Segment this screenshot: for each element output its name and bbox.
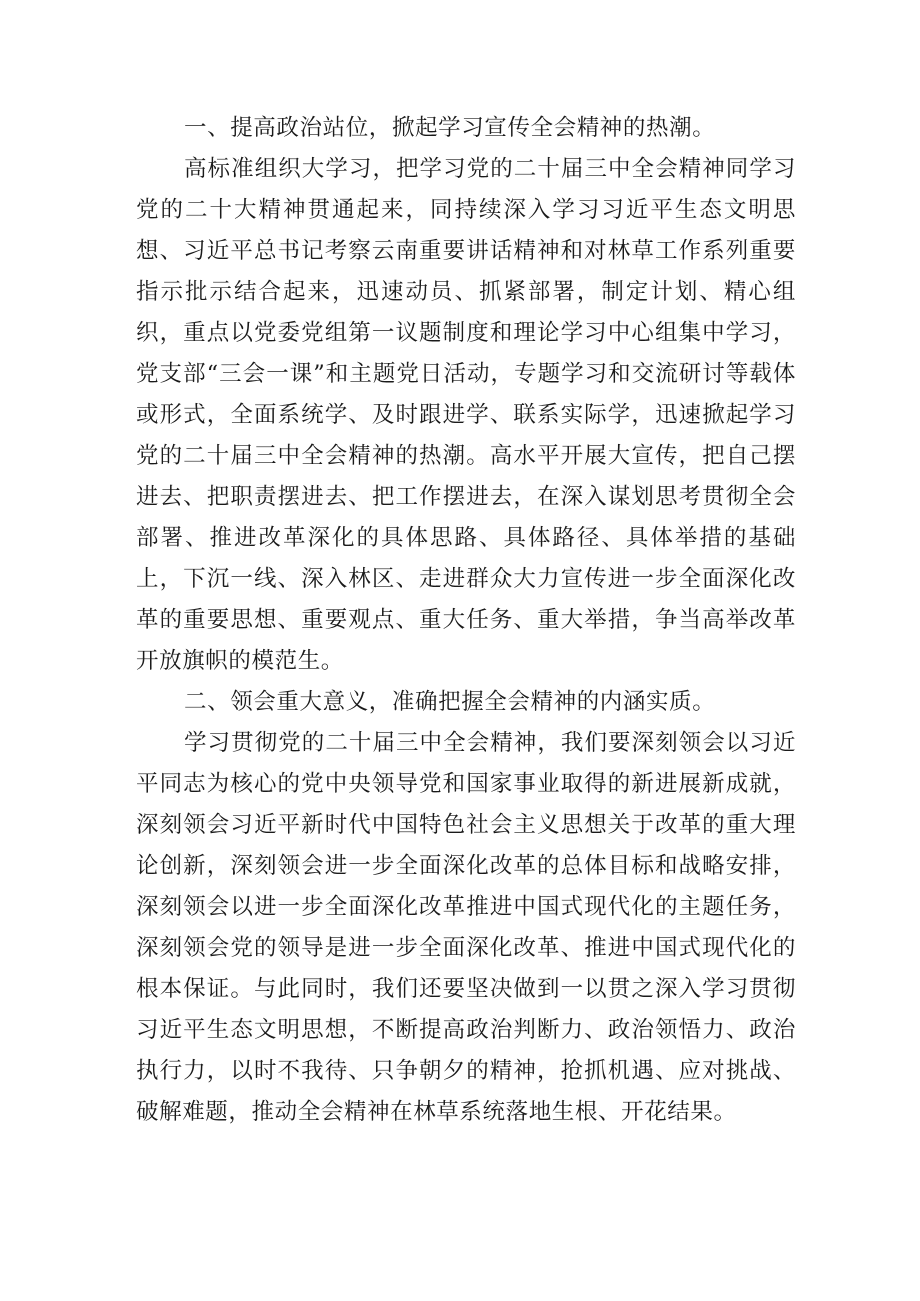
section-heading-2: 二、领会重大意义，准确把握全会精神的内涵实质。 [184, 689, 716, 715]
document-body [136, 108, 796, 1133]
body-paragraph-2: 学习贯彻党的二十届三中全会精神，我们要深刻领会以习近平同志为核心的党中央领导党和国家事业取得的新进展新成就，深刻领会习近平新时代中国特色社会主义思想关于改革的重大理论创新，深刻领会进一步全面深化改革的总体目标和战略安排，深刻领会以进一步全面深化改革推进中国式现代化的主题任务，深刻领会党的领导是进一步全面深化改革、推进中国式现代化的根本保证。与此同时，我们还要坚决做到一以贯之深入学习贯彻习近平生态文明思想，不断提高政治判断力、政治领悟力、政治执行力，以时不我待、只争朝夕的精神，抢抓机遇、应对挑战、破解难题，推动全会精神在林草系统落地生根、开花结果。 [136, 730, 796, 1125]
section-heading-1: 一、提高政治站位，掀起学习宣传全会精神的热潮。 [184, 115, 716, 141]
body-paragraph-1: 高标准组织大学习，把学习党的二十届三中全会精神同学习党的二十大精神贯通起来，同持续深入学习习近平生态文明思想、习近平总书记考察云南重要讲话精神和对林草工作系列重要指示批示结合起来，迅速动员、抓紧部署，制定计划、精心组织，重点以党委党组第一议题制度和理论学习中心组集中学习，党支部“三会一课”和主题党日活动，专题学习和交流研讨等载体或形式，全面系统学、及时跟进学、联系实际学，迅速掀起学习党的二十届三中全会精神的热潮。高水平开展大宣传，把自己摆进去、把职责摆进去、把工作摆进去，在深入谋划思考贯彻全会部署、推进改革深化的具体思路、具体路径、具体举措的基础上，下沉一线、深入林区、走进群众大力宣传进一步全面深化改革的重要思想、重要观点、重大任务、重大举措，争当高举改革开放旗帜的模范生。 [136, 156, 796, 674]
